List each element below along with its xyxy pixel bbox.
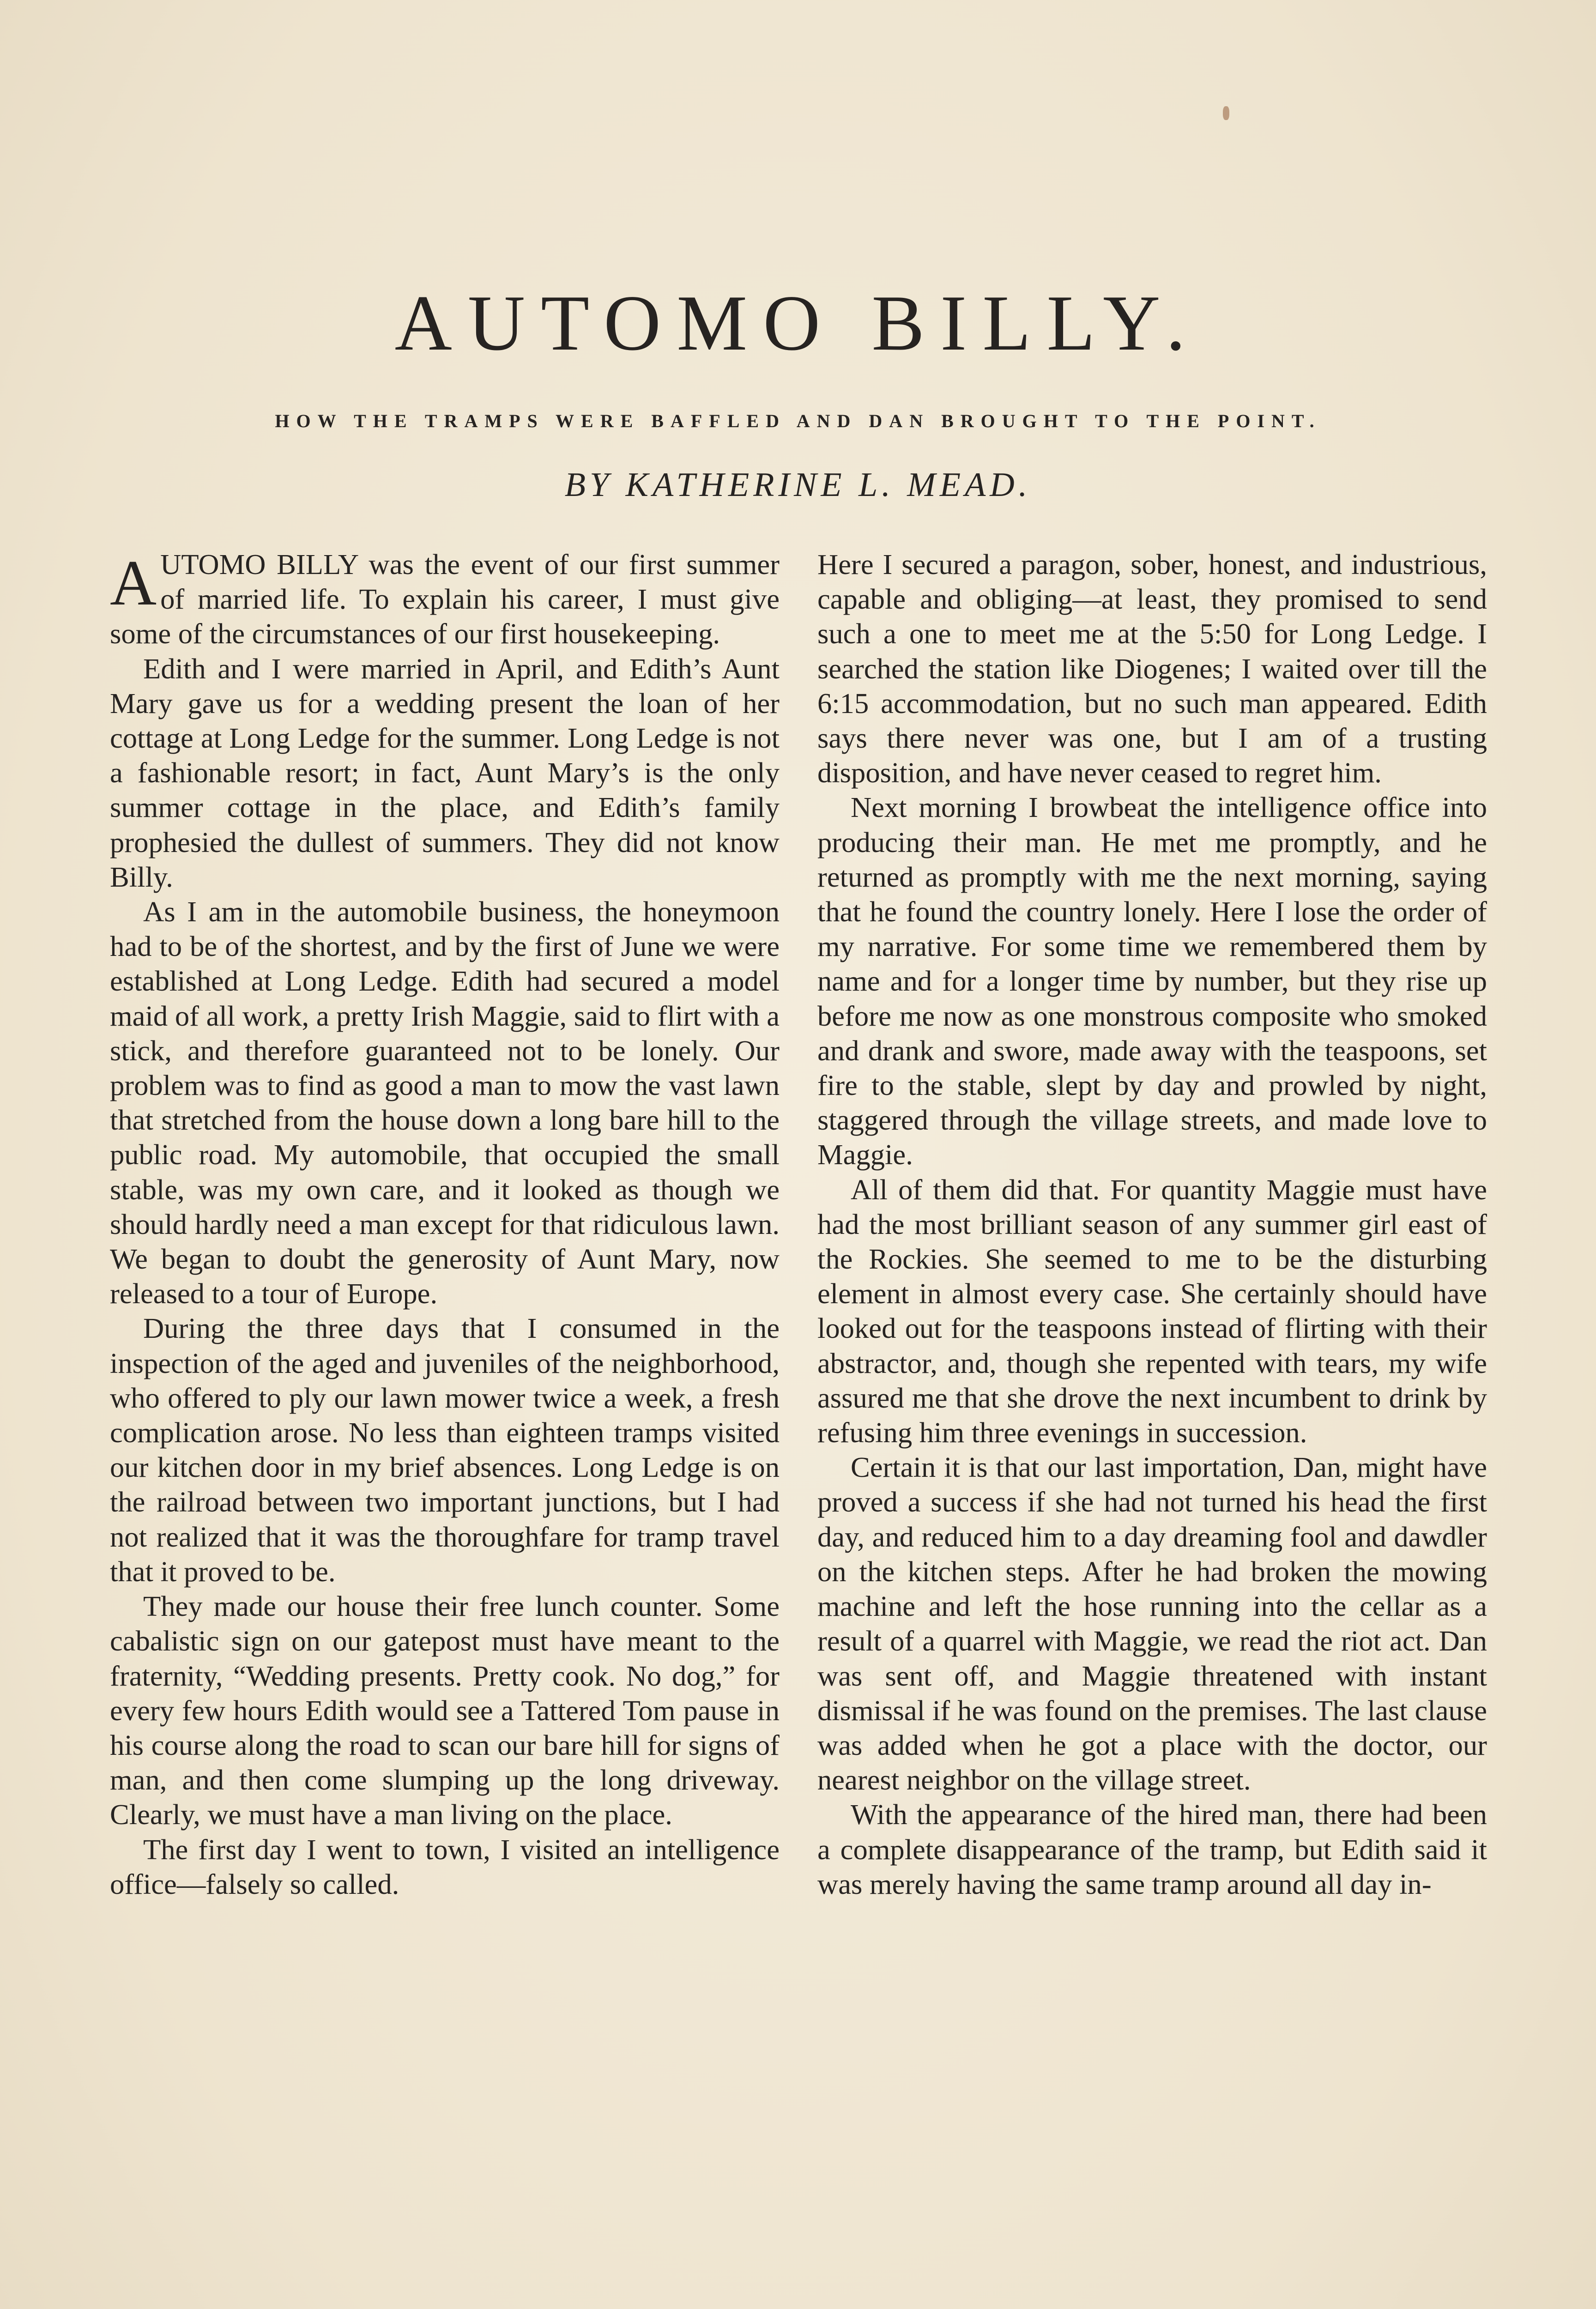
paragraph: Certain it is that our last importation, Dan, might have proved a success if she had not turned his head the first day, and reduced him to a day dreaming fool and dawdler on the kitchen steps. After he had broken the mowing machine and left the hose running into the cellar as a result of a quarrel with Maggie, we read the riot act. Dan was sent off, and Maggie threatened with instant dismissal if he was found on the premises. The last clause was added when he got a place with the doctor, our nearest neighbor on the village street. xyxy=(817,1451,1487,1796)
paragraph: Edith and I were married in April, and Edith’s Aunt Mary gave us for a wedding present the loan of her cottage at Long Ledge for the summer. Long Ledge is not a fashionable resort; in fact, Aunt Mary’s is the only summer cottage in the place, and Edith’s family prophesied the dullest of summers. They did not know Billy. xyxy=(110,652,780,893)
paragraph: With the appearance of the hired man, there had been a complete disappearance of the tramp, but Edith said it was merely having the same tramp around all day in- xyxy=(817,1798,1487,1900)
left-column xyxy=(110,547,780,1902)
ink-speck xyxy=(1223,106,1229,120)
article-subtitle: HOW THE TRAMPS WERE BAFFLED AND DAN BROUGHT TO THE POINT. xyxy=(275,411,1321,431)
paragraph: The first day I went to town, I visited an intelligence office—falsely so called. xyxy=(110,1833,780,1900)
paragraph-text: UTOMO BILLY was the event of our first summer of married life. To explain his career, I must give some of the circumstances of our first housekeeping. xyxy=(110,548,780,650)
paragraph: During the three days that I consumed in the inspection of the aged and juveniles of the neighborhood, who offered to ply our lawn mower twice a week, a fresh complication arose. No less than eighteen tramps visited our kitchen door in my brief absences. Long Ledge is on the railroad between two important junctions, but I had not realized that it was the thoroughfare for tramp travel that it proved to be. xyxy=(110,1312,780,1588)
drop-cap: A xyxy=(110,547,157,619)
article-byline: BY KATHERINE L. MEAD. xyxy=(564,466,1032,504)
paragraph: All of them did that. For quantity Maggie must have had the most brilliant season of any summer girl east of the Rockies. She seemed to me to be the disturbing element in almost every case. She certainly should have looked out for the teaspoons instead of flirting with their abstractor, and, though she repented with tears, my wife assured me that she drove the next incumbent to drink by refusing him three evenings in succession. xyxy=(817,1173,1487,1449)
paragraph: Next morning I browbeat the intelligence office into producing their man. He met me promptly, and he returned as promptly with me the next morning, saying that he found the country lonely. Here I lose the order of my narrative. For some time we remembered them by name and for a longer time by number, but they rise up before me now as one monstrous composite who smoked and drank and swore, made away with the teaspoons, set fire to the stable, slept by day and prowled by night, staggered through the village streets, and made love to Maggie. xyxy=(817,791,1487,1171)
paragraph: They made our house their free lunch counter. Some cabalistic sign on our gatepost must have meant to the fraternity, “Wedding presents. Pretty cook. No dog,” for every few hours Edith would see a Tattered Tom pause in his course along the road to scan our bare hill for signs of man, and then come slumping up the long driveway. Clearly, we must have a man living on the place. xyxy=(110,1590,780,1831)
right-column xyxy=(817,547,1487,1902)
paragraph: Here I secured a paragon, sober, honest, and industrious, capable and obliging—at least, they promised to send such a one to meet me at the 5:50 for Long Ledge. I searched the station like Diogenes; I waited over till the 6:15 accommodation, but no such man appeared. Edith says there never was one, but I am of a trusting disposition, and have never ceased to regret him. xyxy=(817,548,1487,789)
paragraph: As I am in the automobile business, the honeymoon had to be of the shortest, and by the first of June we were established at Long Ledge. Edith had secured a model maid of all work, a pretty Irish Maggie, said to flirt with a stick, and therefore guaranteed not to be lonely. Our problem was to find as good a man to mow the vast lawn that stretched from the house down a long bare hill to the public road. My automobile, that occupied the small stable, was my own care, and it looked as though we should hardly need a man except for that ridiculous lawn. We began to doubt the generosity of Aunt Mary, now released to a tour of Europe. xyxy=(110,895,780,1310)
paragraph xyxy=(110,547,780,652)
article-title: AUTOMO BILLY. xyxy=(394,279,1202,367)
